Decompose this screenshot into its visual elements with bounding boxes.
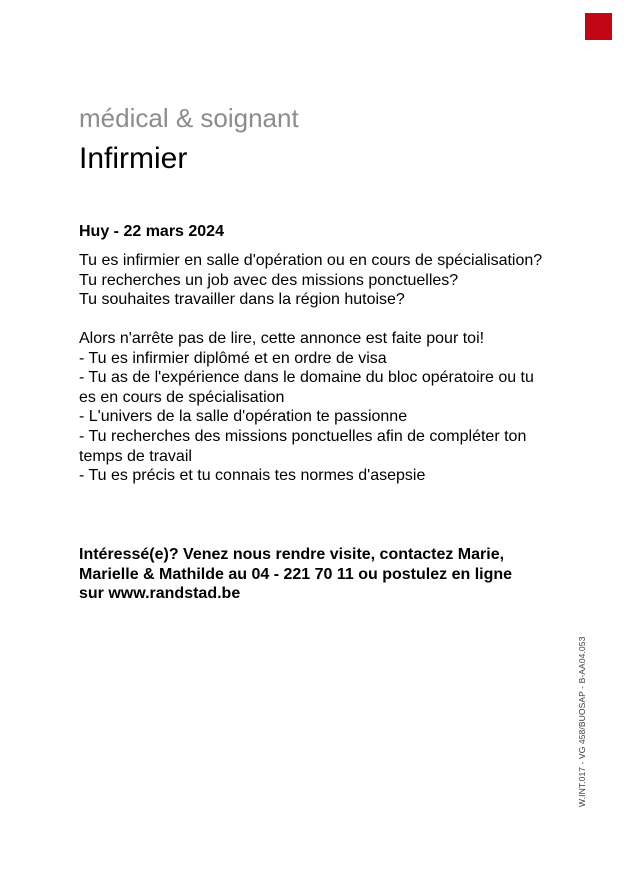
category-label: médical & soignant xyxy=(79,103,299,133)
text-line: Tu souhaites travailler dans la région hutoise? xyxy=(79,291,405,309)
contact-paragraph xyxy=(79,545,584,604)
text-line: es en cours de spécialisation xyxy=(79,388,285,406)
text-line: - Tu es précis et tu connais tes normes d'asepsie xyxy=(79,467,426,485)
text-line: - Tu es infirmier diplômé et en ordre de visa xyxy=(79,349,387,367)
page-title: Infirmier xyxy=(79,142,188,175)
text-line: Alors n'arrête pas de lire, cette annonce est faite pour toi! xyxy=(79,330,485,347)
text-line: Marielle & Mathilde au 04 - 221 70 11 ou postulez en ligne xyxy=(79,565,513,583)
text-line: - L'univers de la salle d'opération te passionne xyxy=(79,408,408,426)
reference-code: W.INT.017 - VG 458/BUOSAP - B-AA04.053 xyxy=(577,636,587,807)
brand-logo-square-icon xyxy=(585,13,612,40)
text-line: Intéressé(e)? Venez nous rendre visite, contactez Marie, xyxy=(79,546,505,563)
text-line: sur www.randstad.be xyxy=(79,585,241,603)
text-line: - Tu recherches des missions ponctuelles afin de compléter ton xyxy=(79,427,527,445)
text-line: Tu es infirmier en salle d'opération ou en cours de spécialisation? xyxy=(79,252,543,269)
text-line: temps de travail xyxy=(79,447,192,465)
intro-paragraph xyxy=(79,251,584,310)
text-line: Tu recherches un job avec des missions ponctuelles? xyxy=(79,271,459,289)
location-date-line: Huy - 22 mars 2024 xyxy=(79,223,224,240)
text-line: - Tu as de l'expérience dans le domaine du bloc opératoire ou tu xyxy=(79,369,534,387)
requirements-paragraph xyxy=(79,329,584,486)
